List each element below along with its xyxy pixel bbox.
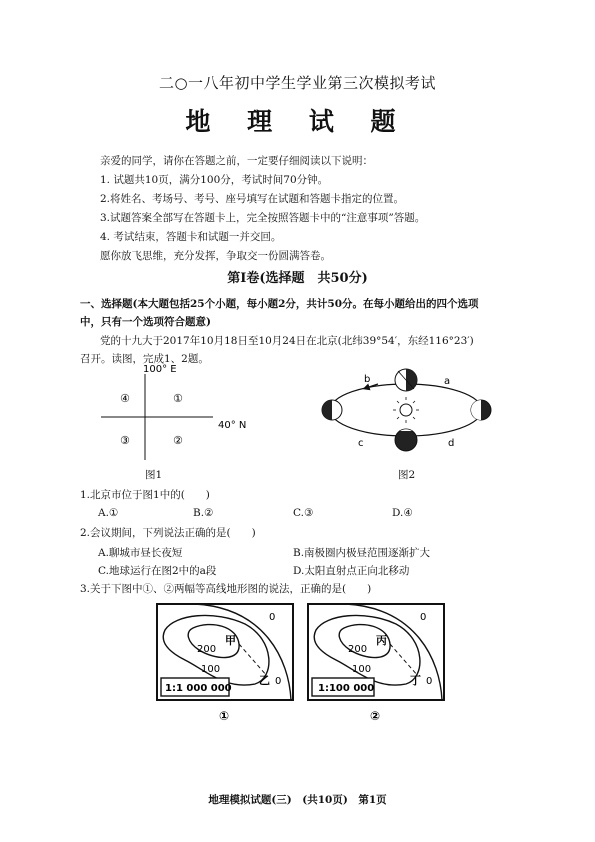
contour-map-1	[155, 600, 297, 726]
contour-label: 100	[201, 664, 221, 675]
note-line: 3.试题答案全部写在答题卡上，完全按照答题卡中的“注意事项”答题。	[100, 212, 426, 224]
exam-title: 二○一八年初中学生学业第三次模拟考试	[158, 74, 437, 92]
note-line: 愿你放飞思维，充分发挥，争取交一份圆满答卷。	[100, 250, 331, 262]
earth-right-icon	[471, 400, 491, 420]
earth-bottom-icon	[395, 429, 417, 451]
contour-label: 100	[352, 664, 372, 675]
map-number: ②	[370, 709, 381, 723]
figure1-grid	[95, 360, 275, 470]
orbit-label-c: c	[358, 438, 364, 449]
contour-label: 0	[426, 676, 433, 687]
sun-icon	[393, 397, 419, 423]
q1-option-c[interactable]: C.③	[293, 507, 314, 519]
context-line2: 召开。读图，完成1、2题。	[80, 353, 209, 365]
q1-option-b[interactable]: B.②	[193, 507, 214, 519]
orbit-label-b: b	[364, 374, 371, 385]
quadrant-1: ①	[173, 392, 183, 405]
q1-option-a[interactable]: A.①	[98, 507, 119, 519]
map-number: ①	[219, 709, 230, 723]
place-label: 丙	[376, 634, 387, 647]
earth-left-icon	[322, 400, 342, 420]
context-line1: 党的十九大于2017年10月18日至10月24日在北京(北纬39°54′，东经116°23′)	[100, 335, 474, 347]
longitude-label: 100° E	[143, 364, 177, 375]
earth-top-icon	[395, 369, 417, 391]
page-footer: 地理模拟试题(三) (共10页) 第1页	[208, 794, 387, 806]
contour-label: 200	[197, 644, 217, 655]
note-line: 1. 试题共10页，满分100分，考试时间70分钟。	[100, 174, 329, 186]
q2-stem: 2.会议期间，下列说法正确的是( )	[80, 527, 256, 539]
latitude-label: 40° N	[218, 420, 247, 431]
q2-option-a[interactable]: A.聊城市昼长夜短	[98, 547, 183, 559]
orbit-label-d: d	[448, 438, 455, 449]
note-line: 4. 考试结束，答题卡和试题一并交回。	[100, 231, 282, 243]
contour-label: 0	[420, 612, 427, 623]
figure2-caption: 图2	[398, 469, 416, 481]
figure1-caption: 图1	[145, 469, 163, 481]
q1-stem: 1.北京市位于图1中的( )	[80, 489, 210, 501]
instructions-line2: 中，只有一个选项符合题意)	[80, 316, 211, 328]
q3-stem: 3.关于下图中①、②两幅等高线地形图的说法，正确的是( )	[80, 583, 372, 595]
note-line: 2.将姓名、考场号、考号、座号填写在试题和答题卡指定的位置。	[100, 193, 405, 205]
contour-map-2	[306, 600, 448, 726]
place-label: 甲	[225, 634, 236, 647]
quadrant-3: ③	[120, 434, 130, 447]
q2-option-c[interactable]: C.地球运行在图2中的a段	[98, 565, 217, 577]
map-scale: 1:1 000 000	[165, 683, 232, 694]
q2-option-b[interactable]: B.南极圈内极昼范围逐渐扩大	[293, 547, 431, 559]
subject-title: 地 理 试 题	[185, 107, 410, 136]
quadrant-2: ②	[173, 434, 183, 447]
exam-notes	[100, 152, 425, 266]
contour-label: 0	[269, 612, 276, 623]
contour-label: 200	[348, 644, 368, 655]
q1-option-d[interactable]: D.④	[392, 507, 413, 519]
map-scale: 1:100 000	[318, 683, 375, 694]
contour-label: 0	[275, 676, 282, 687]
q2-option-d[interactable]: D.太阳直射点正向北移动	[293, 565, 410, 577]
note-line: 亲爱的同学，请你在答题之前，一定要仔细阅读以下说明：	[100, 155, 373, 167]
quadrant-4: ④	[120, 392, 130, 405]
orbit-label-a: a	[444, 376, 451, 387]
figure2-orbit	[318, 362, 498, 462]
place-label: 丁	[410, 674, 421, 687]
instructions-line1: 一、选择题(本大题包括25个小题，每小题2分，共计50分。在每小题给出的四个选项	[80, 298, 479, 310]
place-label: 乙	[259, 674, 270, 687]
section-title: 第Ⅰ卷(选择题 共50分)	[227, 271, 368, 286]
